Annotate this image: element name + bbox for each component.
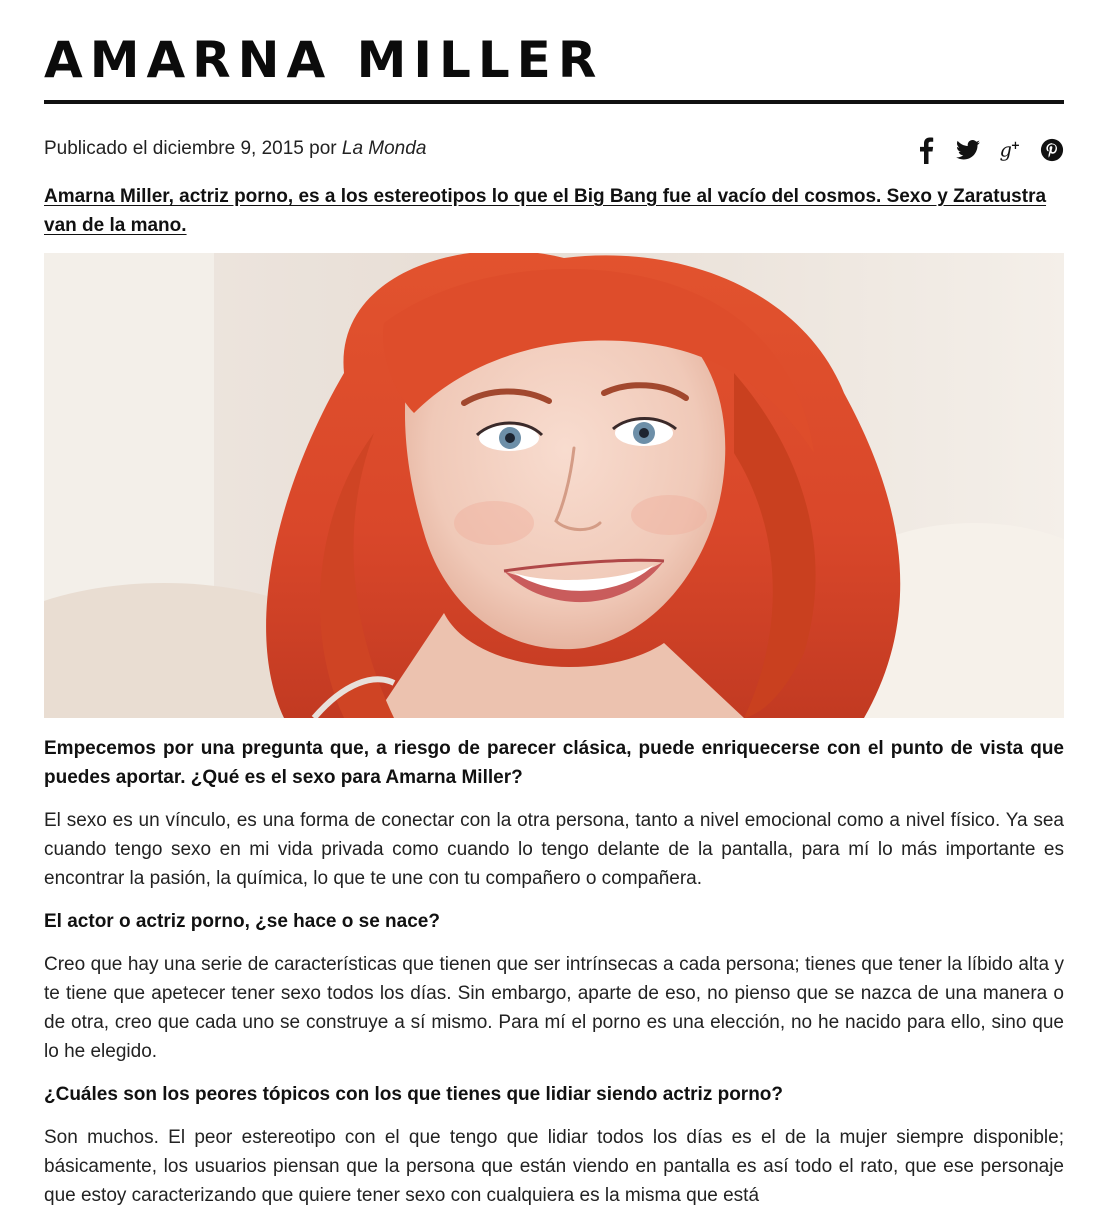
article-lead[interactable]: Amarna Miller, actriz porno, es a los estereotipos lo que el Big Bang fue al vacío del cosmos. Sexo y Zaratustra van de la mano. — [44, 186, 1047, 236]
portrait-illustration — [44, 253, 1064, 718]
post-date[interactable]: diciembre 9, 2015 — [152, 138, 304, 159]
svg-text:+: + — [1010, 139, 1021, 153]
post-meta-row — [44, 104, 1064, 164]
answer-1: El sexo es un vínculo, es una forma de conectar con la otra persona, tanto a nivel emocional como a nivel físico. Ya sea cuando tengo sexo en mi vida privada como cuando lo tengo delante de la pantalla, para mí lo más importante es encontrar la pasión, la química, lo que te une con tu compañero o compañera. — [44, 810, 1064, 889]
page — [44, 0, 1064, 1206]
pinterest-icon[interactable] — [1040, 136, 1064, 164]
facebook-icon[interactable] — [914, 136, 938, 164]
site-title[interactable]: AMARNA MILLER — [44, 31, 604, 89]
question-1: Empecemos por una pregunta que, a riesgo de parecer clásica, puede enriquecerse con el punto de vista que puedes aportar. ¿Qué es el sexo para Amarna Miller? — [44, 738, 1064, 788]
article-body — [44, 734, 1064, 1210]
google-plus-icon[interactable] — [998, 136, 1022, 164]
published-prefix: Publicado el — [44, 138, 153, 159]
post-author[interactable]: La Monda — [341, 138, 427, 159]
answer-3: Son muchos. El peor estereotipo con el que tengo que lidiar todos los días es el de la mujer siempre disponible; básicamente, los usuarios piensan que la persona que están viendo en pantalla es así todo el rato, que ese personaje que estoy caracterizando que quiere tener sexo con cualquiera es la misma que está — [44, 1127, 1064, 1206]
svg-text:g: g — [999, 138, 1012, 162]
answer-2: Creo que hay una serie de características que tienen que ser intrínsecas a cada persona; tienes que tener la líbido alta y te tiene que apetecer tener sexo todos los días. Sin embargo, aparte de eso, no pienso que se nazca de una manera o de otra, creo que cada uno se construye a sí mismo. Para mí el porno es una elección, no he nacido para ello, sino que lo he elegido. — [44, 954, 1064, 1062]
by-label: por — [303, 138, 342, 159]
question-2: El actor o actriz porno, ¿se hace o se nace? — [44, 911, 440, 932]
twitter-icon[interactable] — [956, 136, 980, 164]
article-photo — [44, 253, 1064, 718]
question-3: ¿Cuáles son los peores tópicos con los que tienes que lidiar siendo actriz porno? — [44, 1084, 784, 1105]
post-meta — [44, 138, 426, 160]
share-buttons — [914, 136, 1064, 164]
